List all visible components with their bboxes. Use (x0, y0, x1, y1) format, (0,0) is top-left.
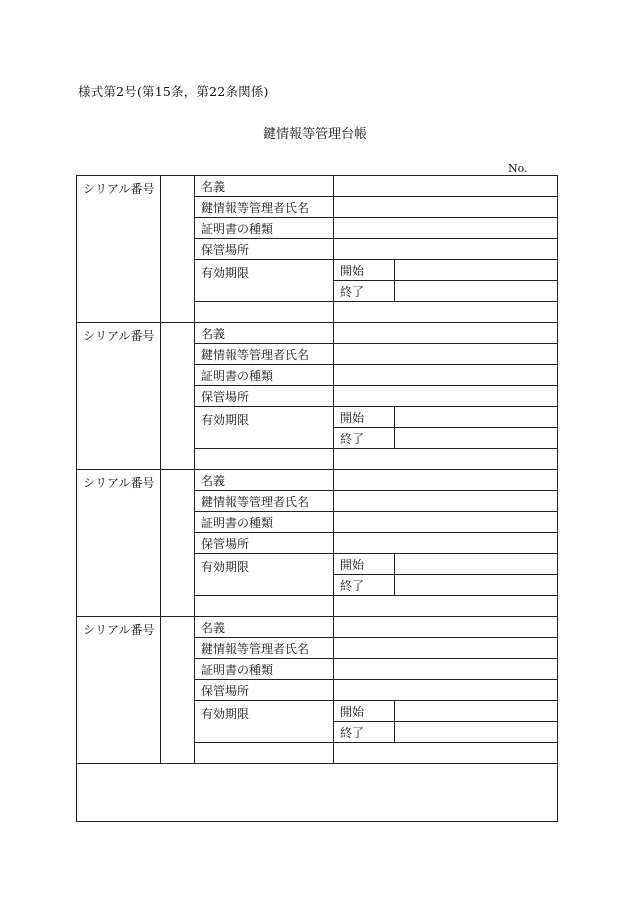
form-number: 様式第2号(第15条，第22条関係) (78, 84, 269, 99)
holder-name-value-cell[interactable] (334, 176, 558, 197)
certificate-type-value-cell[interactable] (334, 218, 558, 239)
ledger-entry-row (77, 470, 558, 491)
serial-number-label: シリアル番号 (77, 323, 161, 470)
blank-cell[interactable] (195, 596, 334, 617)
validity-start-value-cell[interactable] (395, 407, 558, 428)
certificate-type-label: 証明書の種類 (195, 218, 334, 239)
serial-number-label: シリアル番号 (77, 617, 161, 764)
validity-end-value-cell[interactable] (395, 575, 558, 596)
validity-period-label: 有効期限 (195, 554, 334, 596)
key-manager-name-label: 鍵情報等管理者氏名 (195, 491, 334, 512)
validity-start-label: 開始 (334, 407, 395, 428)
validity-period-label: 有効期限 (195, 407, 334, 449)
storage-location-value-cell[interactable] (334, 386, 558, 407)
serial-number-value-cell[interactable] (161, 470, 195, 617)
validity-period-label: 有効期限 (195, 260, 334, 302)
blank-cell[interactable] (195, 743, 334, 764)
serial-number-label: シリアル番号 (77, 176, 161, 323)
validity-end-label: 終了 (334, 428, 395, 449)
key-manager-name-value-cell[interactable] (334, 491, 558, 512)
storage-location-value-cell[interactable] (334, 533, 558, 554)
validity-end-value-cell[interactable] (395, 722, 558, 743)
validity-start-label: 開始 (334, 701, 395, 722)
validity-start-label: 開始 (334, 554, 395, 575)
key-manager-name-value-cell[interactable] (334, 197, 558, 218)
ledger-entry-row (77, 617, 558, 638)
ledger-body (77, 176, 558, 822)
holder-name-value-cell[interactable] (334, 470, 558, 491)
key-manager-name-label: 鍵情報等管理者氏名 (195, 344, 334, 365)
certificate-type-label: 証明書の種類 (195, 659, 334, 680)
certificate-type-value-cell[interactable] (334, 365, 558, 386)
storage-location-label: 保管場所 (195, 533, 334, 554)
validity-end-value-cell[interactable] (395, 281, 558, 302)
certificate-type-value-cell[interactable] (334, 659, 558, 680)
holder-name-label: 名義 (195, 176, 334, 197)
serial-number-value-cell[interactable] (161, 617, 195, 764)
blank-cell[interactable] (195, 449, 334, 470)
holder-name-label: 名義 (195, 323, 334, 344)
certificate-type-label: 証明書の種類 (195, 365, 334, 386)
storage-location-label: 保管場所 (195, 386, 334, 407)
ledger-entry-row (77, 323, 558, 344)
blank-value-cell[interactable] (334, 596, 558, 617)
serial-number-value-cell[interactable] (161, 176, 195, 323)
holder-name-value-cell[interactable] (334, 323, 558, 344)
storage-location-value-cell[interactable] (334, 680, 558, 701)
blank-value-cell[interactable] (334, 743, 558, 764)
number-label: No. (508, 162, 528, 175)
storage-location-label: 保管場所 (195, 680, 334, 701)
validity-end-label: 終了 (334, 575, 395, 596)
serial-number-value-cell[interactable] (161, 323, 195, 470)
validity-end-value-cell[interactable] (395, 428, 558, 449)
key-manager-name-label: 鍵情報等管理者氏名 (195, 197, 334, 218)
document-title: 鍵情報等管理台帳 (262, 127, 367, 142)
key-ledger-table (76, 175, 558, 822)
blank-value-cell[interactable] (334, 302, 558, 323)
blank-value-cell[interactable] (334, 449, 558, 470)
validity-start-label: 開始 (334, 260, 395, 281)
holder-name-label: 名義 (195, 617, 334, 638)
validity-start-value-cell[interactable] (395, 260, 558, 281)
remarks-cell[interactable] (77, 764, 558, 822)
blank-cell[interactable] (195, 302, 334, 323)
key-manager-name-value-cell[interactable] (334, 344, 558, 365)
certificate-type-label: 証明書の種類 (195, 512, 334, 533)
validity-end-label: 終了 (334, 722, 395, 743)
validity-start-value-cell[interactable] (395, 554, 558, 575)
validity-period-label: 有効期限 (195, 701, 334, 743)
key-manager-name-value-cell[interactable] (334, 638, 558, 659)
validity-start-value-cell[interactable] (395, 701, 558, 722)
remarks-row (77, 764, 558, 822)
key-manager-name-label: 鍵情報等管理者氏名 (195, 638, 334, 659)
storage-location-label: 保管場所 (195, 239, 334, 260)
holder-name-label: 名義 (195, 470, 334, 491)
ledger-entry-row (77, 176, 558, 197)
storage-location-value-cell[interactable] (334, 239, 558, 260)
certificate-type-value-cell[interactable] (334, 512, 558, 533)
serial-number-label: シリアル番号 (77, 470, 161, 617)
validity-end-label: 終了 (334, 281, 395, 302)
holder-name-value-cell[interactable] (334, 617, 558, 638)
